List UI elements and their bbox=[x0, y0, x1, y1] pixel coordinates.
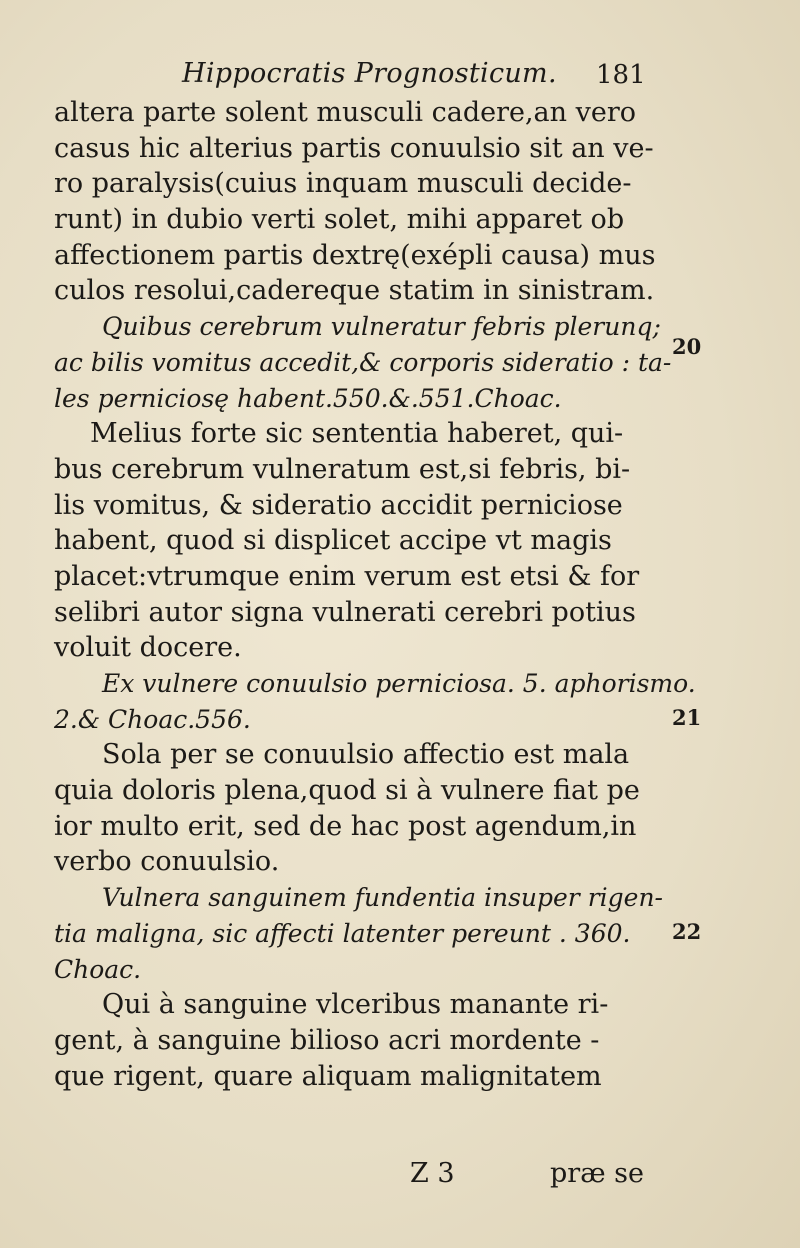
margin-number: 22 bbox=[672, 919, 702, 944]
margin-number: 21 bbox=[672, 705, 702, 730]
aphorism-line: ac bilis vomitus accedit,& corporis sideratio : ta- bbox=[54, 347, 672, 377]
aphorism-line: Ex vulnere conuulsio perniciosa. 5. aphorismo. bbox=[102, 669, 696, 698]
text-line: lis vomitus, & sideratio accidit perniciose bbox=[54, 489, 623, 521]
aphorism-line: 2.& Choac.556. bbox=[54, 704, 251, 734]
signature-mark: Z 3 bbox=[410, 1158, 455, 1189]
aphorism-line: Quibus cerebrum vulneratur febris plerunq; bbox=[102, 312, 661, 342]
text-line: habent, quod si displicet accipe vt magis bbox=[54, 525, 612, 557]
aphorism-line: Vulnera sanguinem fundentia insuper rigen- bbox=[102, 883, 663, 913]
text-line: ior multo erit, sed de hac post agendum,in bbox=[54, 810, 637, 842]
text-line: voluit docere. bbox=[54, 632, 242, 664]
text-line: runt) in dubio verti solet, mihi apparet ob bbox=[54, 204, 625, 236]
text-line: bus cerebrum vulneratum est,si febris, bi- bbox=[54, 453, 631, 485]
text-line: que rigent, quare aliquam malignitatem bbox=[54, 1060, 602, 1092]
text-line: quia doloris plena,quod si à vulnere fiat pe bbox=[54, 775, 640, 807]
margin-number: 20 bbox=[672, 334, 702, 359]
page-header bbox=[0, 58, 800, 98]
text-line: Qui à sanguine vlceribus manante ri- bbox=[102, 989, 609, 1021]
page-footer bbox=[0, 1158, 800, 1198]
text-line: culos resolui,cadereque statim in sinistram. bbox=[54, 275, 655, 307]
text-line: affectionem partis dextrę(exépli causa) mus bbox=[54, 239, 656, 271]
text-line: placet:vtrumque enim verum est etsi & for bbox=[54, 560, 640, 592]
aphorism-line: Choac. bbox=[54, 954, 142, 984]
page-number: 181 bbox=[596, 60, 646, 90]
text-line: ro paralysis(cuius inquam musculi decide- bbox=[54, 168, 632, 200]
text-line: selibri autor signa vulnerati cerebri potius bbox=[54, 596, 636, 628]
text-line: Melius forte sic sententia haberet, qui- bbox=[90, 418, 624, 450]
running-title: Hippocratis Prognosticum. bbox=[182, 58, 557, 89]
text-line: gent, à sanguine bilioso acri mordente - bbox=[54, 1024, 600, 1056]
text-line: verbo conuulsio. bbox=[54, 846, 280, 878]
text-line: altera parte solent musculi cadere,an vero bbox=[54, 97, 637, 128]
text-line: casus hic alterius partis conuulsio sit an ve- bbox=[54, 132, 654, 164]
aphorism-line: les perniciosę habent.550.&.551.Choac. bbox=[54, 383, 562, 413]
catchword: præ se bbox=[550, 1158, 644, 1189]
aphorism-line: tia maligna, sic affecti latenter pereunt . 360. bbox=[54, 918, 631, 948]
text-line: Sola per se conuulsio affectio est mala bbox=[102, 739, 630, 771]
